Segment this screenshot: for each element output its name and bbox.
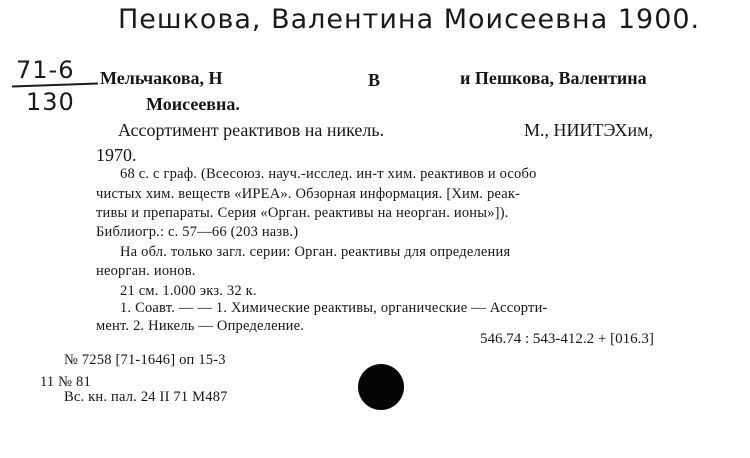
year-line: 1970. [96, 145, 137, 165]
subjects-line-2: мент. 2. Никель — Определение. [96, 318, 305, 334]
description-line-5: На обл. только загл. серии: Орган. реактивы для определения [120, 244, 511, 260]
description-line-2: чистых хим. веществ «ИРЕА». Обзорная информация. [Хим. реак- [96, 186, 521, 202]
shelf-mark-top: 71-6 [16, 56, 75, 84]
description-line-7: 21 см. 1.000 экз. 32 к. [120, 283, 257, 299]
description-line-3: тивы и препараты. Серия «Орган. реактивы на неорган. ионы»]). [96, 205, 509, 221]
description-line-6: неорган. ионов. [96, 263, 196, 279]
subjects-line-1: 1. Соавт. — — 1. Химические реактивы, органические — Ассорти- [120, 300, 548, 316]
footer-book-line: Вс. кн. пал. 24 II 71 М487 [64, 389, 228, 405]
author-heading-initial: В [368, 70, 381, 90]
handwritten-name: Пешкова, Валентина Моисеевна 1900. [118, 4, 701, 35]
punch-hole [358, 364, 404, 410]
footer-number-line: № 7258 [71-1646] оп 15-3 [64, 352, 226, 368]
description-line-1: 68 с. с граф. (Всесоюз. науч.-исслед. ин-т хим. реактивов и особо [120, 166, 537, 182]
description-line-4: Библиогр.: с. 57—66 (203 назв.) [96, 224, 299, 240]
author-heading-2: и Пешкова, Валентина [460, 68, 647, 88]
classification-code: 546.74 : 543-412.2 + [016.3] [480, 331, 654, 347]
author-heading-3: Моисеевна. [146, 94, 240, 114]
author-heading-1: Мельчакова, Н [100, 68, 223, 88]
imprint-line: М., НИИТЭХим, [524, 120, 653, 140]
footer-issue-line: 11 № 81 [40, 374, 91, 390]
shelf-mark-bottom: 130 [26, 88, 75, 116]
title-line: Ассортимент реактивов на никель. [118, 120, 385, 140]
